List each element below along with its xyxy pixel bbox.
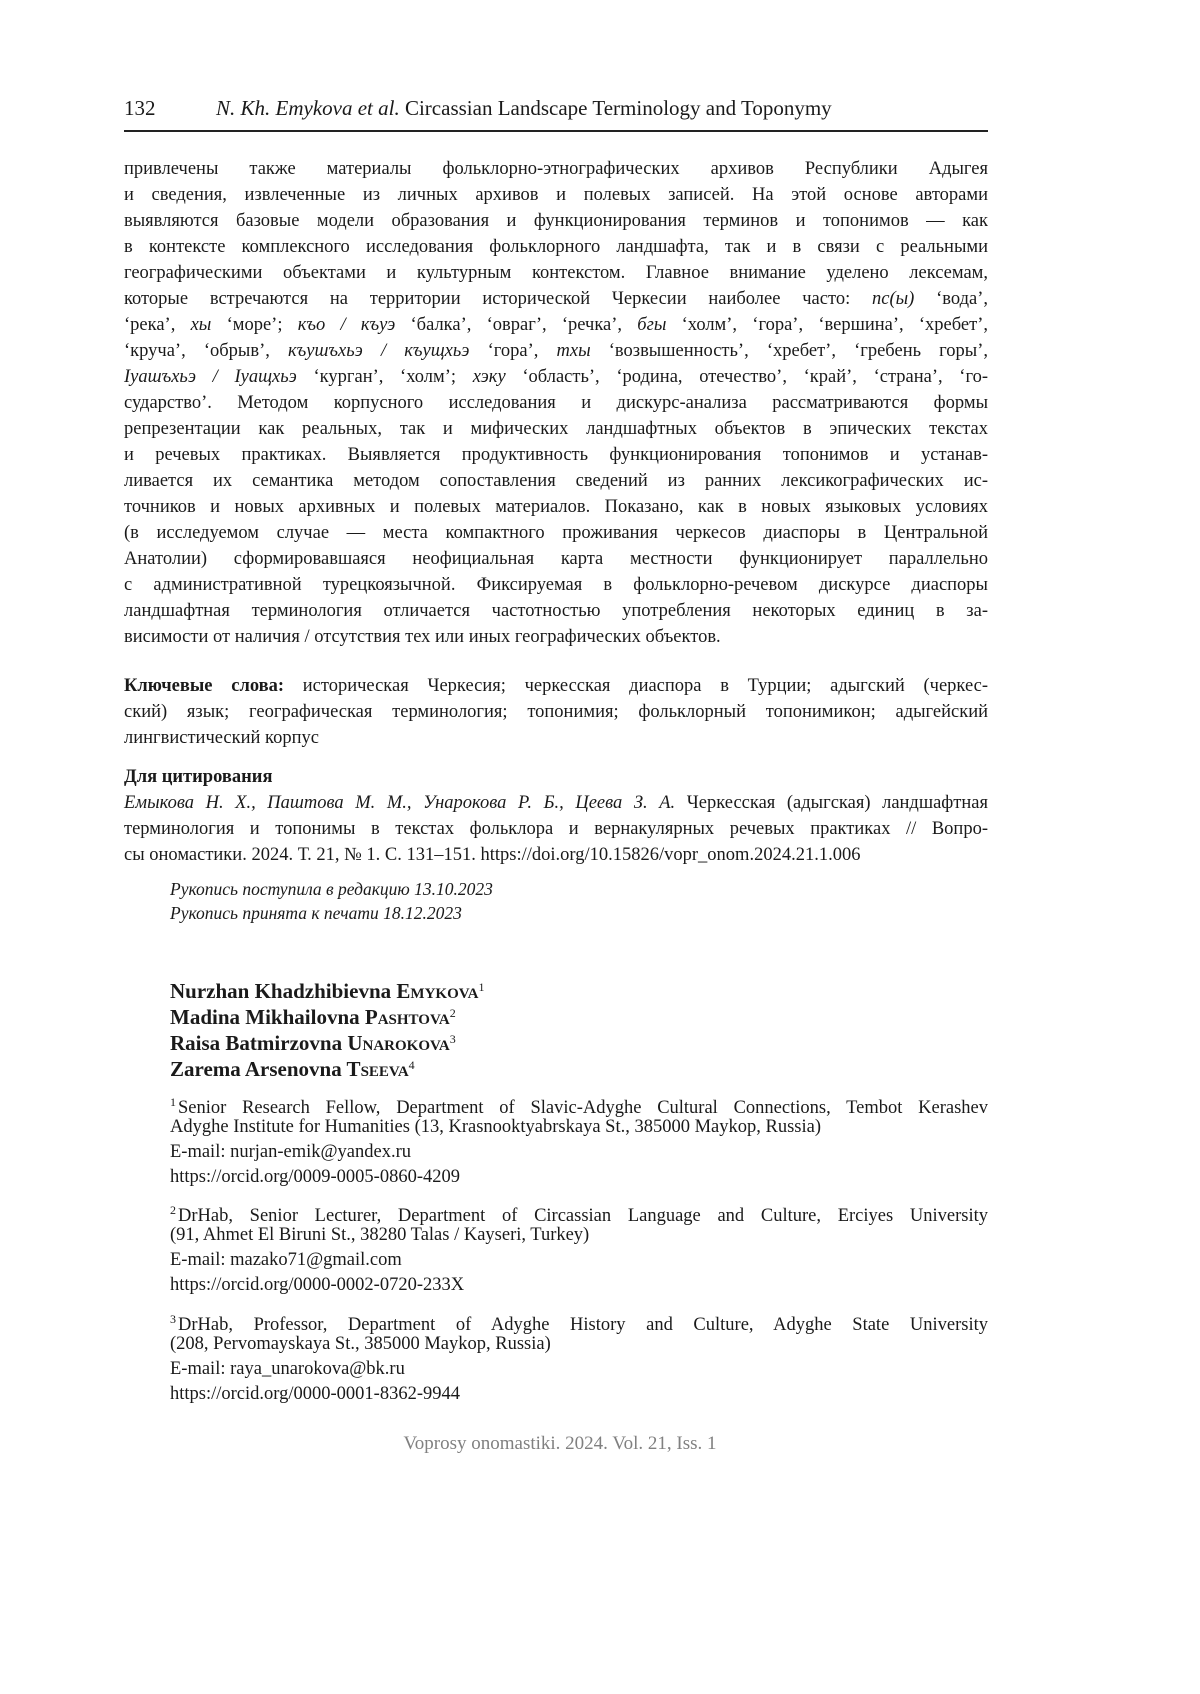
text-segment: E-mail: [170,1142,230,1162]
text-line [124,546,988,572]
bold-text: Nurzhan Khadzhibievna E [170,979,410,1003]
link[interactable]: raya_unarokova@bk.ru [230,1359,405,1379]
text-line [124,598,988,624]
text-segment: с административной турецкоязычной. Фиксируемая в фольклорно-речевом дискурсе диаспоры [124,575,988,595]
footnote-marker: 2 [450,1006,456,1020]
link[interactable]: https://orcid.org/0009-0005-0860-4209 [170,1167,460,1187]
text-segment: (208, Pervomayskaya St., 385000 Maykop, Russia) [170,1334,551,1354]
affiliation-3 [170,1307,988,1407]
italic-text: Емыкова Н. Х., Паштова М. М., Унарокова Р. Б., Цеева З. А. [124,793,675,813]
abstract [124,156,988,650]
text-segment: DrHab, Professor, Department of Adyghe History and Culture, Adyghe State University [178,1315,988,1335]
text-segment: лингвистический корпус [124,728,319,748]
manuscript-dates [170,877,870,925]
italic-text: Рукопись принята к печати 18.12.2023 [170,903,462,923]
text-segment: ‘возвышенность’, ‘хребет’, ‘гребень горы’, [591,341,988,361]
citation-heading: Для цитирования [124,764,988,790]
link[interactable]: https://orcid.org/0000-0002-0720-233X [170,1275,464,1295]
bold-text: Ключевые слова: [124,676,284,696]
text-segment: DrHab, Senior Lecturer, Department of Circassian Language and Culture, Erciyes University [178,1206,988,1226]
italic-text: бгы [637,315,666,335]
text-line [124,673,988,699]
text-line [124,260,988,286]
text-line [124,182,988,208]
text-segment: E-mail: [170,1250,230,1270]
text-line [170,1273,988,1298]
text-segment: историческая Черкесия; черкесская диаспора в Турции; адыгский (черкес- [284,676,988,696]
text-line [170,1332,988,1357]
text-line [170,1165,988,1190]
header-authors: N. Kh. Emykova et al. [216,96,400,120]
text-segment: Анатолии) сформировавшаяся неофициальная карта местности функционирует параллельно [124,549,988,569]
text-segment: ский) язык; географическая терминология; топонимия; фольклорный топонимикон; адыгейский [124,702,988,722]
text-line [170,974,988,1000]
text-segment: ‘курган’, ‘холм’; [297,367,473,387]
surname-small-caps: mykova [410,979,478,1003]
text-line [170,1115,988,1140]
citation [124,790,988,868]
text-segment: географическими объектами и культурным контекстом. Главное внимание уделено лексемам, [124,263,988,283]
text-line [124,842,988,868]
text-line [124,364,988,390]
header-rule [124,130,988,132]
footnote-marker: 1 [170,1095,176,1109]
italic-text: пс(ы) [872,289,914,309]
italic-text: Рукопись поступила в редакцию 13.10.2023 [170,879,493,899]
text-segment: терминология и топонимы в текстах фольклора и вернакулярных речевых практиках // Вопро- [124,819,988,839]
italic-text: хы [191,315,212,335]
text-line [170,1248,988,1273]
text-segment: ‘река’, [124,315,191,335]
text-segment: Senior Research Fellow, Department of Slavic-Adyghe Cultural Connections, Tembot Kerashev [178,1098,988,1118]
affiliation-1 [170,1090,988,1190]
italic-text: Iуашъхьэ / Iуащхьэ [124,367,297,387]
italic-text: тхы [557,341,591,361]
text-line [124,234,988,260]
text-segment: ‘холм’, ‘гора’, ‘вершина’, ‘хребет’, [666,315,988,335]
link[interactable]: nurjan-emik@yandex.ru [230,1142,411,1162]
running-header [124,96,988,121]
surname-small-caps: narokova [363,1031,450,1055]
text-line [170,1026,988,1052]
surname-small-caps: ashtova [378,1005,450,1029]
text-line [124,520,988,546]
footnote-marker: 4 [409,1058,415,1072]
text-line [124,624,988,650]
text-line [170,901,870,925]
text-segment: и речевых практиках. Выявляется продуктивность функционирования топонимов и устанав- [124,445,988,465]
bold-text: Raisa Batmirzovna U [170,1031,363,1055]
text-segment: выявляются базовые модели образования и функционирования терминов и топонимов — как [124,211,988,231]
page-footer: Voprosy onomastiki. 2024. Vol. 21, Iss. 1 [0,1433,1120,1455]
text-line [124,208,988,234]
text-segment: привлечены также материалы фольклорно-этнографических архивов Республики Адыгея [124,159,988,179]
text-line [170,1382,988,1407]
text-line [124,338,988,364]
text-line [124,468,988,494]
text-segment: ‘море’; [211,315,297,335]
surname-small-caps: seeva [361,1057,409,1081]
text-line [124,390,988,416]
text-line [124,442,988,468]
text-line [170,1223,988,1248]
text-line [170,1198,988,1223]
bold-text: Zarema Arsenovna T [170,1057,361,1081]
text-segment: которые встречаются на территории исторической Черкесии наиболее часто: [124,289,872,309]
text-segment: сы ономастики. 2024. Т. 21, № 1. С. 131–151. https://doi.org/10.15826/vopr_onom.2024.21.1.006 [124,845,860,865]
text-segment: ‘область’, ‘родина, отечество’, ‘край’, ‘страна’, ‘го- [506,367,988,387]
text-segment: висимости от наличия / отсутствия тех или иных географических объектов. [124,627,721,647]
text-segment: Черкесская (адыгская) ландшафтная [675,793,988,813]
text-segment: ландшафтная терминология отличается частотностью употребления некоторых единиц в за- [124,601,988,621]
text-segment: ливается их семантика методом сопоставления сведений из ранних лексикографических ис- [124,471,988,491]
text-segment: ‘круча’, ‘обрыв’, [124,341,288,361]
page-number: 132 [124,96,216,121]
bold-text: Madina Mikhailovna P [170,1005,378,1029]
text-segment: репрезентации как реальных, так и мифических ландшафтных объектов в эпических текстах [124,419,988,439]
text-line [170,1307,988,1332]
text-line [170,1140,988,1165]
text-segment: точников и новых архивных и полевых материалов. Показано, как в новых языковых условиях [124,497,988,517]
text-line [170,1357,988,1382]
author-list [170,974,988,1078]
text-line [170,877,870,901]
italic-text: къушъхьэ / къущхьэ [288,341,469,361]
affiliation-2 [170,1198,988,1298]
text-line [124,699,988,725]
italic-text: хэку [473,367,506,387]
keywords [124,673,988,751]
text-line [170,1000,988,1026]
text-line [124,312,988,338]
text-line [124,416,988,442]
text-segment: E-mail: [170,1359,230,1379]
text-segment: сударство’. Методом корпусного исследования и дискурс-анализа рассматриваются формы [124,393,988,413]
text-segment: и сведения, извлеченные из личных архивов и полевых записей. На этой основе авторами [124,185,988,205]
text-line [170,1052,988,1078]
footnote-marker: 2 [170,1203,176,1217]
text-segment: ‘гора’, [469,341,556,361]
link[interactable]: https://orcid.org/0000-0001-8362-9944 [170,1384,460,1404]
footnote-marker: 3 [170,1312,176,1326]
text-segment: Adyghe Institute for Humanities (13, Krasnooktyabrskaya St., 385000 Maykop, Russia) [170,1117,821,1137]
text-line [124,816,988,842]
italic-text: къо / къуэ [298,315,396,335]
text-line [124,156,988,182]
text-line [124,725,988,751]
footnote-marker: 3 [450,1032,456,1046]
text-segment: (в исследуемом случае — места компактного проживания черкесов диаспоры в Центральной [124,523,988,543]
text-segment: ‘вода’, [914,289,988,309]
footnote-marker: 1 [478,980,484,994]
text-line [124,572,988,598]
link[interactable]: mazako71@gmail.com [230,1250,402,1270]
header-title: Circassian Landscape Terminology and Toponymy [400,96,832,120]
text-segment: (91, Ahmet El Biruni St., 38280 Talas / Kayseri, Turkey) [170,1225,589,1245]
text-line [124,494,988,520]
text-line [124,790,988,816]
text-segment: ‘балка’, ‘овраг’, ‘речка’, [395,315,637,335]
text-segment: в контексте комплексного исследования фольклорного ландшафта, так и в связи с реальными [124,237,988,257]
text-line [124,286,988,312]
text-line [170,1090,988,1115]
